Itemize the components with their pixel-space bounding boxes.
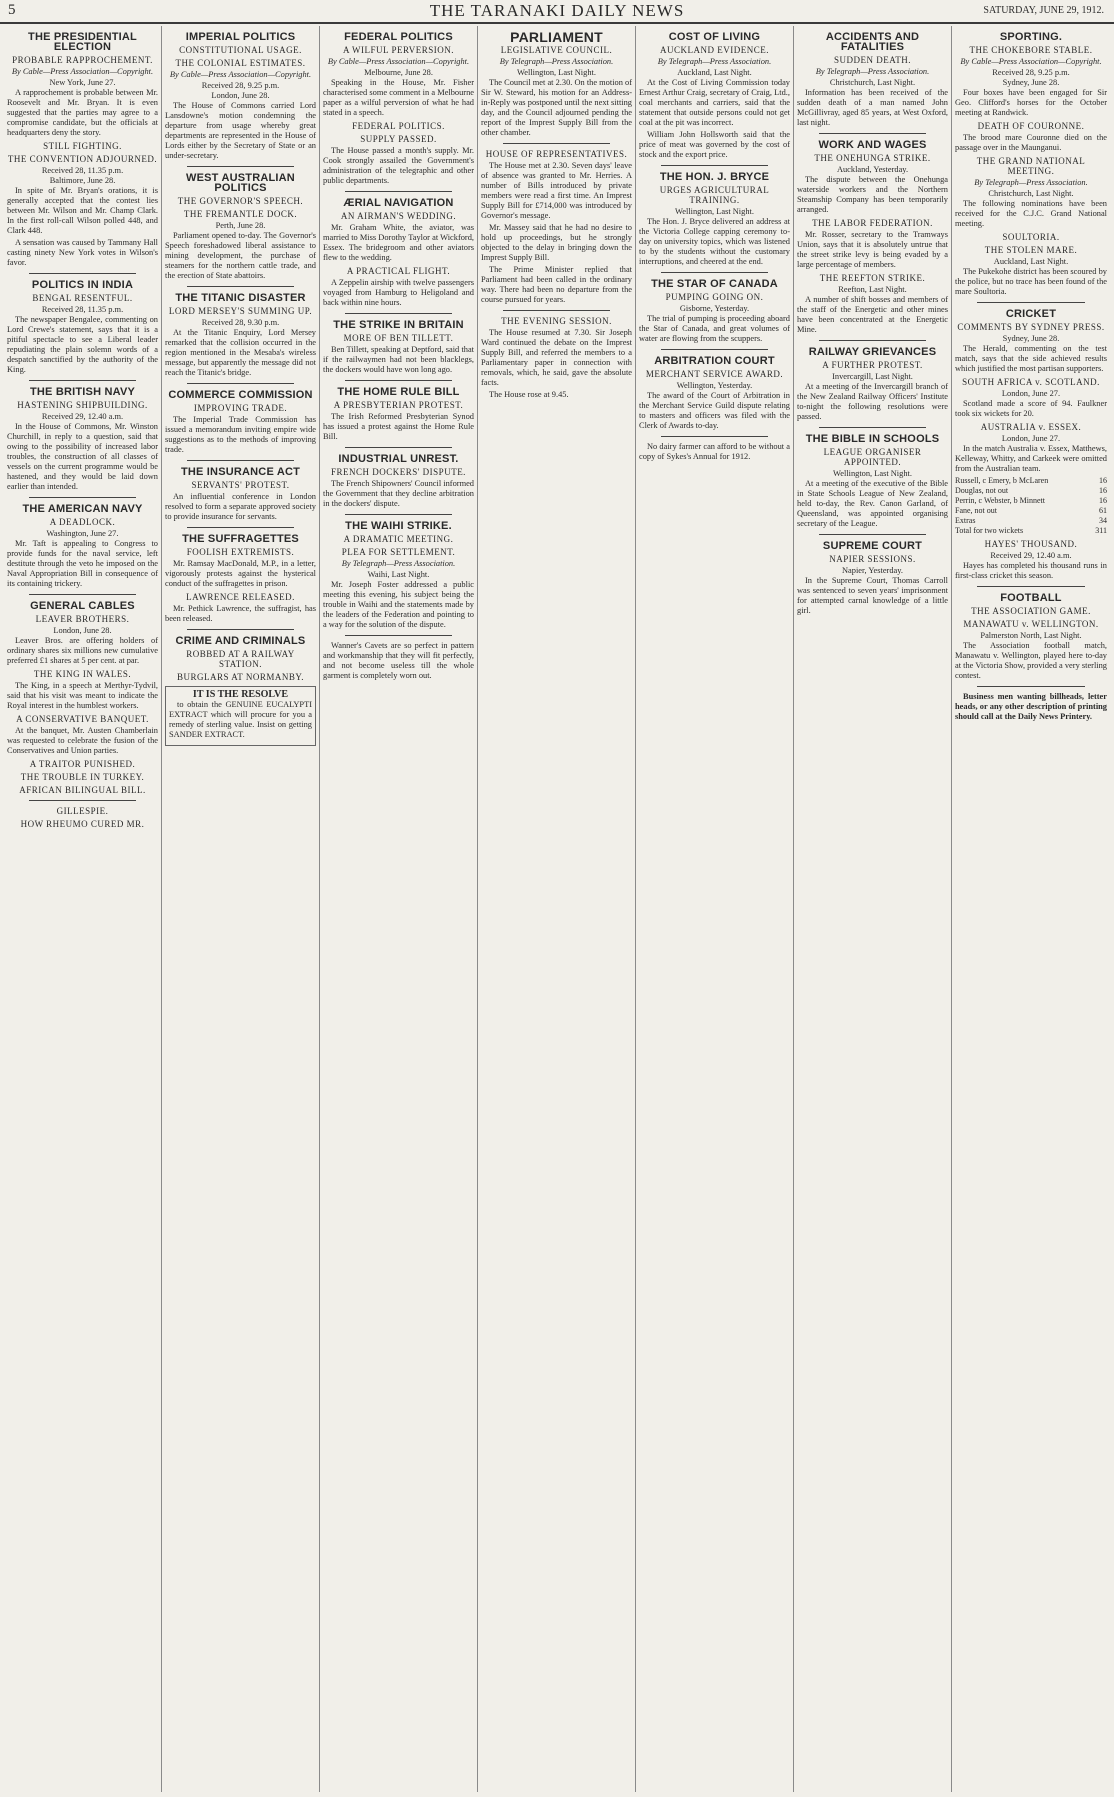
subheading: MORE OF BEN TILLETT. [343,333,454,343]
subheading: THE ASSOCIATION GAME. [971,606,1091,616]
article-text: The trial of pumping is proceeding aboard the Star of Canada, and great volumes of water are flowing from the scuppers. [639,314,790,343]
subheading: HOUSE OF REPRESENTATIVES. [485,149,628,159]
divider [187,286,294,287]
article-text: At a meeting of the executive of the Bible in State Schools League of New Zealand, held to-day, the Rev. Canon Garland, of Queensland, was appointed organising secretary of the League. [797,479,948,528]
subheading: A WILFUL PERVERSION. [342,45,455,55]
divider [819,427,926,428]
article-text: The brood mare Couronne died on the passage over in the Maunganui. [955,133,1107,152]
article-text: Speaking in the House, Mr. Fisher characterised some comment in a Melbourne paper as a wilful perversion of what he had stated in a speech. [323,78,474,117]
masthead [0,0,1114,24]
column-1 [4,26,162,1792]
dateline: New York, June 27. [49,78,116,87]
dateline: Auckland, Last Night. [677,68,752,77]
article-text: Wanner's Cavets are so perfect in pattern and workmanship that they will fit perfectly, and not become useless till the whole garment is completely worn out. [323,641,474,680]
subheading: SUDDEN DEATH. [834,55,911,65]
article-text: The House passed a month's supply. Mr. Cook strongly assailed the Government's administration of the telegraphic and other public departments. [323,146,474,185]
section-heading: GENERAL CABLES [30,600,135,612]
subheading: CONSTITUTIONAL USAGE. [179,45,302,55]
article-text: A rapprochement is probable between Mr. Roosevelt and Mr. Bryan. It is even suggested that the parties may agree to a compromise candidate, but the officials at headquarters deny the story. [7,88,158,137]
section-heading: THE INSURANCE ACT [180,466,301,478]
article-text: Parliament opened to-day. The Governor's Speech foreshadowed liberal assistance to mining development, the purchase of steamers for the northern cattle trade, and the erection of State abattoirs. [165,231,316,280]
section-heading: THE SUFFRAGETTES [182,533,299,545]
subheading: THE FREMANTLE DOCK. [183,209,298,219]
article-text: In the match Australia v. Essex, Matthews, Kelleway, Whitty, and Carkeek were omitted from the Australian team. [955,444,1107,473]
article-text: The House of Commons carried Lord Lansdowne's motion condemning the departure from usage whereby great departments are represented in the House of Lords either by the Secretary of State or an under-secretary. [165,101,316,160]
subheading: HOW RHEUMO CURED MR. [20,819,145,829]
subheading: THE KING IN WALES. [33,669,132,679]
subheading: MERCHANT SERVICE AWARD. [645,369,784,379]
subheading: LORD MERSEY'S SUMMING UP. [168,306,313,316]
score-row: Perrin, c Webster, b Minnett 16 [955,496,1107,505]
divider [345,447,452,448]
divider [187,629,294,630]
article-text: Mr. Rosser, secretary to the Tramways Union, says that it is absolutely untrue that the street strike levy is being evaded by a large percentage of members. [797,230,948,269]
section-heading: SPORTING. [999,31,1063,43]
dateline: Waihi, Last Night. [367,570,430,579]
subheading: THE GRAND NATIONAL MEETING. [976,156,1086,176]
dateline: Palmerston North, Last Night. [980,631,1082,640]
dateline: Gisborne, Yesterday. [679,304,750,313]
column-5 [636,26,794,1792]
section-heading: THE HOME RULE BILL [337,386,460,398]
column-2 [162,26,320,1792]
section-heading: FOOTBALL [1000,592,1062,604]
section-heading: THE PRESIDENTIAL ELECTION [28,31,137,53]
subheading: A CONSERVATIVE BANQUET. [16,714,149,724]
score-row: Douglas, not out 16 [955,486,1107,495]
article-text: Scotland made a score of 94. Faulkner took six wickets for 20. [955,399,1107,418]
article-text: At the Cost of Living Commission today Ernest Arthur Craig, secretary of Craig, Ltd., coal merchants and carriers, said that the statement that outside persons could not get coal at the pit was incorrect. [639,78,790,127]
dateline: Invercargill, Last Night. [832,372,913,381]
dateline: Reefton, Last Night. [838,285,907,294]
divider [819,534,926,535]
subheading: NAPIER SESSIONS. [829,554,916,564]
article-text: The Imperial Trade Commission has issued a memorandum inviting empire wide suggestions as to the methods of improving trade. [165,415,316,454]
dateline: Wellington, Last Night. [675,207,754,216]
article-text: William John Hollsworth said that the price of meat was governed by the cost of stock and the export price. [639,130,790,159]
dateline: Received 28, 11.35 p.m. [41,166,124,175]
dateline: Received 28, 9.30 p.m. [201,318,280,327]
section-heading: POLITICS IN INDIA [31,279,134,291]
section-heading: WEST AUSTRALIAN POLITICS [186,172,295,194]
divider [661,349,768,350]
article-text: The dispute between the Onehunga waterside workers and the Northern Steamship Company has been temporarily arranged. [797,175,948,214]
subheading: BENGAL RESENTFUL. [32,293,133,303]
section-heading: THE AMERICAN NAVY [22,503,143,515]
score-row: Extras 34 [955,516,1107,525]
article-text: An influential conference in London resolved to form a separate approved society to provide insurance for servants. [165,492,316,521]
divider [29,497,136,498]
score-table [955,476,1107,536]
section-heading: FEDERAL POLITICS [344,31,453,43]
article-text: The Council met at 2.30. On the motion of Sir W. Steward, his motion for an Address-in-Reply was postponed until the next sitting day, and the Council adjourned pending the report of the Imprest Supply Bill from the other chamber. [481,78,632,137]
subheading: URGES AGRICULTURAL TRAINING. [659,185,770,205]
dateline: Received 28, 9.25 p.m. [201,81,280,90]
divider [187,460,294,461]
article-text: Information has been received of the sudden death of a man named John McGillivray, aged 85 years, at West Oxford, last night. [797,88,948,127]
article-text: The Pukekohe district has been scoured by the police, but no trace has been found of the mare Soultoria. [955,267,1107,296]
article-text: Mr. Joseph Foster addressed a public meeting this evening, his subject being the trouble in Waihi and the statements made by the leaders of the Federation and pointing to a way for the solution of the dispute. [323,580,474,629]
divider [29,273,136,274]
section-heading: PARLIAMENT [510,29,603,45]
article-text: The French Shipowners' Council informed the Government that they decline arbitration in the dockers' dispute. [323,479,474,508]
article-text: Hayes has completed his thousand runs in first-class cricket this season. [955,561,1107,580]
subheading: HAYES' THOUSAND. [984,539,1078,549]
score-total-row: Total for two wickets 311 [955,526,1107,535]
dateline: Auckland, Yesterday. [836,165,909,174]
subheading: COMMENTS BY SYDNEY PRESS. [957,322,1105,332]
subheading: HASTENING SHIPBUILDING. [17,400,148,410]
article-text: A Zeppelin airship with twelve passengers voyaged from Hamburg to Heligoland and back within nine hours. [323,278,474,307]
byline: By Cable—Press Association—Copyright. [169,70,312,79]
article-text: Ben Tillett, speaking at Deptford, said that if the railwaymen had not been blacklegs, the dockers would have won long ago. [323,345,474,374]
subheading: THE EVENING SESSION. [501,316,612,326]
column-7 [952,26,1110,1792]
subheading: LEAVER BROTHERS. [35,614,130,624]
subheading: A DEADLOCK. [49,517,116,527]
dateline: Wellington, Last Night. [833,469,912,478]
subheading: PROBABLE RAPPROCHEMENT. [12,55,153,65]
subheading: IMPROVING TRADE. [193,403,288,413]
section-heading: CRIME AND CRIMINALS [175,635,306,647]
dateline: London, June 27. [1001,389,1061,398]
divider [29,380,136,381]
dateline: Received 29, 12.40 a.m. [990,551,1072,560]
newspaper-columns [4,26,1110,1792]
byline: By Telegraph—Press Association. [815,67,930,76]
subheading: A DRAMATIC MEETING. [343,534,454,544]
page-number: 5 [8,2,16,18]
divider [345,635,452,636]
byline: By Telegraph—Press Association. [657,57,772,66]
article-text: At the Titanic Enquiry, Lord Mersey remarked that the collision occurred in the region mentioned in the Mesaba's wireless message, but apparently the message did not reach the Titanic's bridge. [165,328,316,377]
divider [187,166,294,167]
article-text: The Herald, commenting on the test match, says that the side achieved results which justified the most partisan supporters. [955,344,1107,373]
section-heading: ARBITRATION COURT [654,355,775,367]
byline: By Cable—Press Association—Copyright. [960,57,1102,66]
article-text: The King, in a speech at Merthyr-Tydvil, said that his visit was meant to indicate the Royal interest in the humblest workers. [7,681,158,710]
subheading: THE CONVENTION ADJOURNED. [7,154,158,164]
subheading: AN AIRMAN'S WEDDING. [340,211,457,221]
subheading: AUCKLAND EVIDENCE. [660,45,769,55]
subheading: LEGISLATIVE COUNCIL. [500,45,613,55]
subheading: AUSTRALIA v. ESSEX. [980,422,1082,432]
subheading: GILLESPIE. [56,806,109,816]
article-text: Mr. Taft is appealing to Congress to provide funds for the naval service, left destitute through the veto he imposed on the Naval Appropriation Bill in consequence of its containing trickery. [7,539,158,588]
divider [29,594,136,595]
subheading: STILL FIGHTING. [43,141,122,151]
divider [819,133,926,134]
section-heading: SUPREME COURT [822,540,923,552]
article-text: Mr. Massey said that he had no desire to hold up proceedings, but he strongly objected to the delay in bringing down the Imprest Supply Bill. [481,223,632,262]
divider [345,514,452,515]
article-text: A sensation was caused by Tammany Hall casting ninety New York votes in Wilson's favor. [7,238,158,267]
divider [503,143,610,144]
section-heading: WORK AND WAGES [818,139,927,151]
dateline: Christchurch, Last Night. [829,78,916,87]
section-heading: THE TITANIC DISASTER [175,292,306,304]
dateline: Baltimore, June 28. [49,176,116,185]
subheading: AFRICAN BILINGUAL BILL. [19,785,146,795]
subheading: A FURTHER PROTEST. [822,360,923,370]
article-text: Mr. Pethick Lawrence, the suffragist, has been released. [165,604,316,623]
article-text: In the House of Commons, Mr. Winston Churchill, in reply to a question, said that owing to the possibility of increased labor troubles, the construction of all classes of vessels on the current programme would be hastened, and they would be laid down earlier than intended. [7,422,158,491]
divider [819,340,926,341]
dateline: Sydney, June 28. [1002,78,1060,87]
dateline: Received 28, 9.25 p.m. [992,68,1070,77]
dateline: Received 28, 11.35 p.m. [41,305,124,314]
section-heading: INDUSTRIAL UNREST. [338,453,459,465]
byline: By Cable—Press Association—Copyright. [327,57,470,66]
score-row: Fane, not out 61 [955,506,1107,515]
article-text: The newspaper Bengalee, commenting on Lord Crewe's statement, says that it is a pitiful spectacle to see a Liberal leader repudiating the plain solemn words of a despatch sanctified by the authority of the King. [7,315,158,374]
divider [345,380,452,381]
ad-heading: IT IS THE RESOLVE [192,689,289,700]
article-text: The following nominations have been received for the C.J.C. Grand National meeting. [955,199,1107,228]
article-text: The Prime Minister replied that Parliament had been called in the ordinary way. There had been no departure from the course pursued for years. [481,265,632,304]
subheading: DEATH OF COURONNE. [977,121,1085,131]
dateline: Christchurch, Last Night. [988,189,1074,198]
divider [503,310,610,311]
issue-date: SATURDAY, JUNE 29, 1912. [983,5,1104,16]
dateline: Received 29, 12.40 a.m. [41,412,124,421]
article-text: At a meeting of the Invercargill branch of the New Zealand Railway Officers' Institute to-night the following resolutions were passed. [797,382,948,421]
byline: By Telegraph—Press Association. [974,178,1088,187]
section-heading: ACCIDENTS AND FATALITIES [825,31,920,53]
article-text: A number of shift bosses and members of the staff of the Energetic and other mines have been concentrated at the Energetic Mine. [797,295,948,334]
subheading: A PRESBYTERIAN PROTEST. [333,400,464,410]
article-text: Mr. Graham White, the aviator, was married to Miss Dorothy Taylor at Wickford, Essex. The bridegroom and other aviators flew to the wedding. [323,223,474,262]
divider [29,800,136,801]
divider [187,383,294,384]
subheading: THE GOVERNOR'S SPEECH. [177,196,304,206]
ad-text: to obtain the GENUINE EUCALYPTI EXTRACT which will procure for you a remedy of sterling value. Insist on getting SANDER EXTRACT. [169,700,312,739]
subheading: THE COLONIAL ESTIMATES. [175,58,306,68]
dateline: London, June 28. [211,91,270,100]
section-heading: THE STAR OF CANADA [651,278,778,290]
section-heading: THE BIBLE IN SCHOOLS [805,433,940,445]
subheading: THE STOLEN MARE. [984,245,1078,255]
byline: By Cable—Press Association—Copyright. [11,67,154,76]
dateline: Wellington, Last Night. [517,68,596,77]
subheading: FRENCH DOCKERS' DISPUTE. [331,467,466,477]
subheading: ROBBED AT A RAILWAY STATION. [186,649,295,669]
divider [187,527,294,528]
section-heading: CRICKET [1005,308,1057,320]
section-heading: THE HON. J. BRYCE [659,171,770,183]
divider [661,272,768,273]
newspaper-title: THE TARANAKI DAILY NEWS [429,1,685,20]
divider [345,191,452,192]
dateline: Napier, Yesterday. [842,566,903,575]
article-text: In the Supreme Court, Thomas Carroll was sentenced to seven years' imprisonment for attempted carnal knowledge of a little girl. [797,576,948,615]
column-3 [320,26,478,1792]
article-text: Four boxes have been engaged for Sir Geo. Clifford's horses for the October meeting at Randwick. [955,88,1107,117]
column-4 [478,26,636,1792]
divider [977,586,1085,587]
subheading: THE TROUBLE IN TURKEY. [20,772,145,782]
dateline: Melbourne, June 28. [364,68,433,77]
column-6 [794,26,952,1792]
subheading: THE REEFTON STRIKE. [819,273,926,283]
divider [977,302,1085,303]
subheading: PLEA FOR SETTLEMENT. [341,547,456,557]
section-heading: COMMERCE COMMISSION [168,389,313,401]
section-heading: THE WAIHI STRIKE. [345,520,452,532]
advertisement [165,686,316,746]
byline: By Telegraph—Press Association. [341,559,456,568]
subheading: A PRACTICAL FLIGHT. [346,266,451,276]
divider [661,436,768,437]
article-text: The House resumed at 7.30. Sir Joseph Ward continued the debate on the Imprest Supply Bill, and referred the members to a Parliamentary paper in connection with removals, which, he said, gave the absolute facts. [481,328,632,387]
byline: By Telegraph—Press Association. [499,57,614,66]
subheading: FOOLISH EXTREMISTS. [186,547,295,557]
subheading: THE LABOR FEDERATION. [812,218,933,228]
article-text: Mr. Ramsay MacDonald, M.P., in a letter, vigorously protests against the hysterical conduct of the suffragettes in prison. [165,559,316,588]
section-heading: COST OF LIVING [668,31,761,43]
article-text: At the banquet, Mr. Austen Chamberlain was requested to celebrate the fusion of the Conservatives and Union parties. [7,726,158,755]
dateline: Auckland, Last Night. [993,257,1069,266]
subheading: FEDERAL POLITICS. [352,121,445,131]
dateline: Wellington, Yesterday. [676,381,753,390]
dateline: Washington, June 27. [46,529,119,538]
article-text: The Association football match, Manawatu v. Wellington, played here to-day at the Victoria Show, provided a very sterling contest. [955,641,1107,680]
subheading: SOULTORIA. [1002,232,1060,242]
subheading: PUMPING GOING ON. [665,292,764,302]
subheading: A TRAITOR PUNISHED. [29,759,136,769]
subheading: SERVANTS' PROTEST. [191,480,290,490]
subheading: THE CHOKEBORE STABLE. [969,45,1093,55]
subheading: SOUTH AFRICA v. SCOTLAND. [962,377,1100,387]
article-text: The award of the Court of Arbitration in the Merchant Service Guild dispute relating to masters and officers was filed with the Clerk of Awards to-day. [639,391,790,430]
article-text: Business men wanting billheads, letter heads, or any other description of printing should call at the Daily News Printery. [955,692,1107,721]
article-text: The Hon. J. Bryce delivered an address at the Victoria College capping ceremony to-day on university topics, which was listened to by the students without the customary interruptions, and cheered at the end. [639,217,790,266]
divider [977,686,1085,687]
section-heading: ÆRIAL NAVIGATION [343,197,454,209]
article-text: The Irish Reformed Presbyterian Synod has issued a protest against the Home Rule Bill. [323,412,474,441]
divider [345,313,452,314]
section-heading: THE STRIKE IN BRITAIN [333,319,464,331]
subheading: SUPPLY PASSED. [360,134,437,144]
dateline: London, June 27. [1001,434,1061,443]
article-text: No dairy farmer can afford to be without a copy of Sykes's Annual for 1912. [639,442,790,461]
subheading: MANAWATU v. WELLINGTON. [963,619,1099,629]
article-text: In spite of Mr. Bryan's orations, it is generally accepted that the contest lies between Mr. Wilson and Mr. Champ Clark. In the first roll-call Wilson polled 448, and Clark 448. [7,186,158,235]
article-text: Leaver Bros. are offering holders of ordinary shares six millions new cumulative preferred £1 shares at 5 per cent. at par. [7,636,158,665]
section-heading: RAILWAY GRIEVANCES [808,346,937,358]
section-heading: IMPERIAL POLITICS [185,31,296,43]
subheading: LEAGUE ORGANISER APPOINTED. [823,447,922,467]
dateline: London, June 28. [53,626,112,635]
score-row: Russell, c Emery, b McLaren 16 [955,476,1107,485]
dateline: Perth, June 28. [215,221,266,230]
subheading: LAWRENCE RELEASED. [186,592,295,602]
article-text: The House rose at 9.45. [489,390,569,399]
dateline: Sydney, June 28. [1002,334,1060,343]
article-text: The House met at 2.30. Seven days' leave of absence was granted to Mr. Herries. A number of Bills introduced by private members were read a first time. An Imprest Supply Bill for £714,000 was introduced by Governor's message. [481,161,632,220]
subheading: THE ONEHUNGA STRIKE. [814,153,931,163]
subheading: BURGLARS AT NORMANBY. [177,672,304,682]
divider [661,165,768,166]
section-heading: THE BRITISH NAVY [29,386,136,398]
